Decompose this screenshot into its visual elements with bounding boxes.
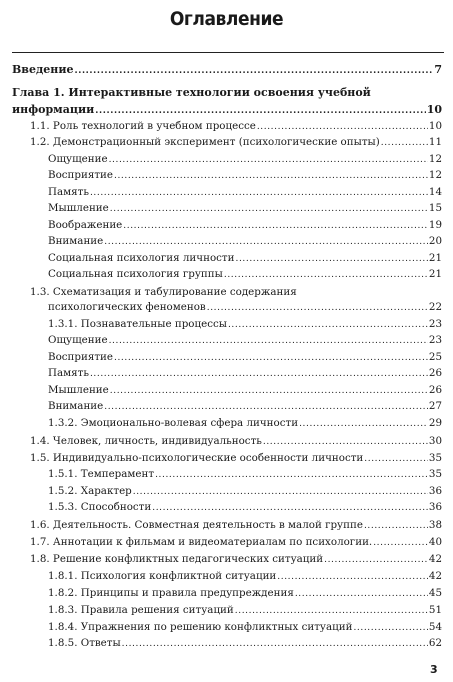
toc-entry-label: Социальная психология группы [48, 268, 223, 280]
toc-entry-page: 42 [428, 570, 442, 582]
toc-entry-label: 1.2. Демонстрационный эксперимент (психологические опыты) [30, 136, 380, 148]
toc-leader-dots [110, 386, 428, 396]
toc-entry[interactable] [48, 501, 442, 513]
toc-leader-dots [104, 237, 428, 247]
toc-entry-label: информации [12, 103, 95, 116]
toc-entry-label: 1.8.1. Психология конфликтной ситуации [48, 570, 277, 582]
toc-entry-label: Внимание [48, 400, 104, 412]
toc-entry[interactable] [48, 400, 442, 412]
page-title: Оглавление [169, 8, 284, 30]
toc-entry-page: 23 [428, 318, 442, 330]
toc-entry-page: 26 [428, 367, 442, 379]
toc-entry[interactable] [48, 417, 442, 429]
toc-entry-label: Восприятие [48, 351, 113, 363]
toc-entry[interactable] [12, 63, 442, 76]
toc-entry-label: 1.8.5. Ответы [48, 637, 121, 649]
toc-entry-page: 10 [428, 120, 442, 132]
toc-leader-dots [228, 320, 428, 330]
toc-entry-page: 10 [426, 103, 442, 116]
toc-leader-dots [114, 353, 428, 363]
toc-entry-page: 25 [428, 351, 442, 363]
toc-leader-dots [104, 402, 428, 412]
toc-entry[interactable] [30, 136, 442, 148]
toc-entry[interactable] [48, 202, 442, 214]
toc-entry-page: 26 [428, 384, 442, 396]
toc-leader-dots [257, 122, 428, 132]
toc-entry-page: 30 [428, 435, 442, 447]
toc-entry-label: 1.3.2. Эмоционально-волевая сфера личности [48, 417, 299, 429]
toc-entry-heading-line: 1.3. Схематизация и табулирование содержания [30, 286, 297, 298]
toc-leader-dots [155, 470, 428, 480]
toc-entry-page: 40 [428, 536, 442, 548]
toc-entry[interactable] [48, 604, 442, 616]
toc-entry-label: 1.8.2. Принципы и правила предупреждения [48, 587, 294, 599]
toc-entry[interactable] [30, 120, 442, 132]
toc-entry-page: 45 [428, 587, 442, 599]
toc-entry[interactable] [48, 318, 442, 330]
toc-leader-dots [224, 270, 428, 280]
toc-entry[interactable] [30, 519, 442, 531]
toc-entry-page: 15 [428, 202, 442, 214]
toc-leader-dots [364, 454, 428, 464]
toc-entry-label: Внимание [48, 235, 104, 247]
toc-leader-dots [74, 66, 433, 76]
toc-entry[interactable] [48, 252, 442, 264]
toc-leader-dots [263, 437, 428, 447]
toc-entry-page: 12 [428, 169, 442, 181]
toc-entry-label: 1.5.1. Темперамент [48, 468, 155, 480]
toc-entry-page: 20 [428, 235, 442, 247]
toc-entry-label: Социальная психология личности [48, 252, 235, 264]
toc-leader-dots [133, 487, 428, 497]
toc-entry-label: Восприятие [48, 169, 113, 181]
toc-entry[interactable] [48, 637, 442, 649]
toc-entry-label: 1.4. Человек, личность, индивидуальность [30, 435, 262, 447]
toc-entry-label: 1.8. Решение конфликтных педагогических ситуаций [30, 553, 324, 565]
toc-entry[interactable] [30, 452, 442, 464]
toc-entry-label: Ощущение [48, 153, 108, 165]
toc-entry-label: 1.7. Аннотации к фильмам и видеоматериалам по психологии. [30, 536, 373, 548]
toc-entry-label: Воображение [48, 219, 123, 231]
toc-entry-page: 38 [428, 519, 442, 531]
toc-entry-label: Память [48, 186, 89, 198]
toc-entry[interactable] [30, 435, 442, 447]
toc-entry-label: 1.8.4. Упражнения по решению конфликтных ситуаций [48, 621, 353, 633]
toc-entry-label: Мышление [48, 384, 109, 396]
toc-leader-dots [373, 538, 428, 548]
toc-entry-label: Память [48, 367, 89, 379]
toc-leader-dots [277, 572, 428, 582]
toc-entry-page: 19 [428, 219, 442, 231]
toc-entry-page: 14 [428, 186, 442, 198]
toc-entry-label: 1.3.1. Познавательные процессы [48, 318, 227, 330]
toc-leader-dots [122, 639, 428, 649]
toc-entry[interactable] [48, 186, 442, 198]
toc-leader-dots [109, 155, 428, 165]
toc-entry-page: 22 [428, 301, 442, 313]
toc-leader-dots [95, 106, 425, 116]
toc-entry[interactable] [48, 570, 442, 582]
toc-entry-page: 42 [428, 553, 442, 565]
toc-entry-heading-line: Глава 1. Интерактивные технологии освоения учебной [12, 86, 371, 99]
toc-entry-page: 54 [428, 621, 442, 633]
toc-entry[interactable] [48, 235, 442, 247]
toc-entry-page: 27 [428, 400, 442, 412]
toc-leader-dots [235, 606, 428, 616]
toc-leader-dots [295, 589, 428, 599]
toc-entry[interactable] [48, 384, 442, 396]
toc-entry[interactable] [30, 536, 442, 548]
toc-entry[interactable] [48, 621, 442, 633]
toc-leader-dots [90, 188, 428, 198]
toc-entry-page: 11 [428, 136, 442, 148]
page-number: 3 [430, 663, 438, 676]
toc-entry-page: 35 [428, 468, 442, 480]
toc-entry-page: 29 [428, 417, 442, 429]
toc-entry[interactable] [48, 219, 442, 231]
toc-entry[interactable] [48, 334, 442, 346]
toc-entry[interactable] [48, 169, 442, 181]
toc-leader-dots [299, 419, 428, 429]
toc-entry-page: 23 [428, 334, 442, 346]
toc-entry[interactable] [48, 301, 442, 313]
toc-entry-page: 62 [428, 637, 442, 649]
toc-leader-dots [364, 521, 428, 531]
toc-entry-label: Мышление [48, 202, 109, 214]
toc-entry-page: 36 [428, 485, 442, 497]
toc-leader-dots [109, 336, 428, 346]
toc-leader-dots [123, 221, 428, 231]
toc-leader-dots [207, 303, 428, 313]
toc-entry-label: 1.8.3. Правила решения ситуаций [48, 604, 234, 616]
toc-entry-label: психологических феноменов [48, 301, 206, 313]
toc-entry[interactable] [48, 153, 442, 165]
toc-entry-page: 21 [428, 268, 442, 280]
toc-leader-dots [353, 623, 427, 633]
toc-entry-label: 1.5.2. Характер [48, 485, 132, 497]
toc-entry[interactable] [12, 103, 442, 116]
toc-leader-dots [152, 503, 428, 513]
toc-entry[interactable] [48, 485, 442, 497]
toc-entry-label: 1.5.3. Способности [48, 501, 152, 513]
toc-entry-page: 35 [428, 452, 442, 464]
toc-leader-dots [381, 138, 428, 148]
toc-entry-label: Введение [12, 63, 74, 76]
toc-entry-page: 21 [428, 252, 442, 264]
toc-leader-dots [114, 171, 428, 181]
title-divider [12, 52, 444, 53]
toc-entry[interactable] [48, 367, 442, 379]
toc-entry[interactable] [48, 587, 442, 599]
toc-entry-page: 36 [428, 501, 442, 513]
toc-entry[interactable] [48, 351, 442, 363]
toc-entry-page: 12 [428, 153, 442, 165]
toc-entry[interactable] [48, 268, 442, 280]
toc-leader-dots [324, 555, 428, 565]
toc-entry-label: Ощущение [48, 334, 108, 346]
toc-entry-page: 7 [434, 63, 442, 76]
toc-entry[interactable] [30, 553, 442, 565]
toc-leader-dots [90, 369, 428, 379]
toc-entry-label: 1.1. Роль технологий в учебном процессе [30, 120, 256, 132]
toc-leader-dots [236, 254, 428, 264]
toc-leader-dots [110, 204, 428, 214]
toc-entry-label: 1.5. Индивидуально-психологические особенности личности [30, 452, 364, 464]
toc-entry-page: 51 [428, 604, 442, 616]
toc-entry-label: 1.6. Деятельность. Совместная деятельность в малой группе [30, 519, 363, 531]
toc-entry[interactable] [48, 468, 442, 480]
